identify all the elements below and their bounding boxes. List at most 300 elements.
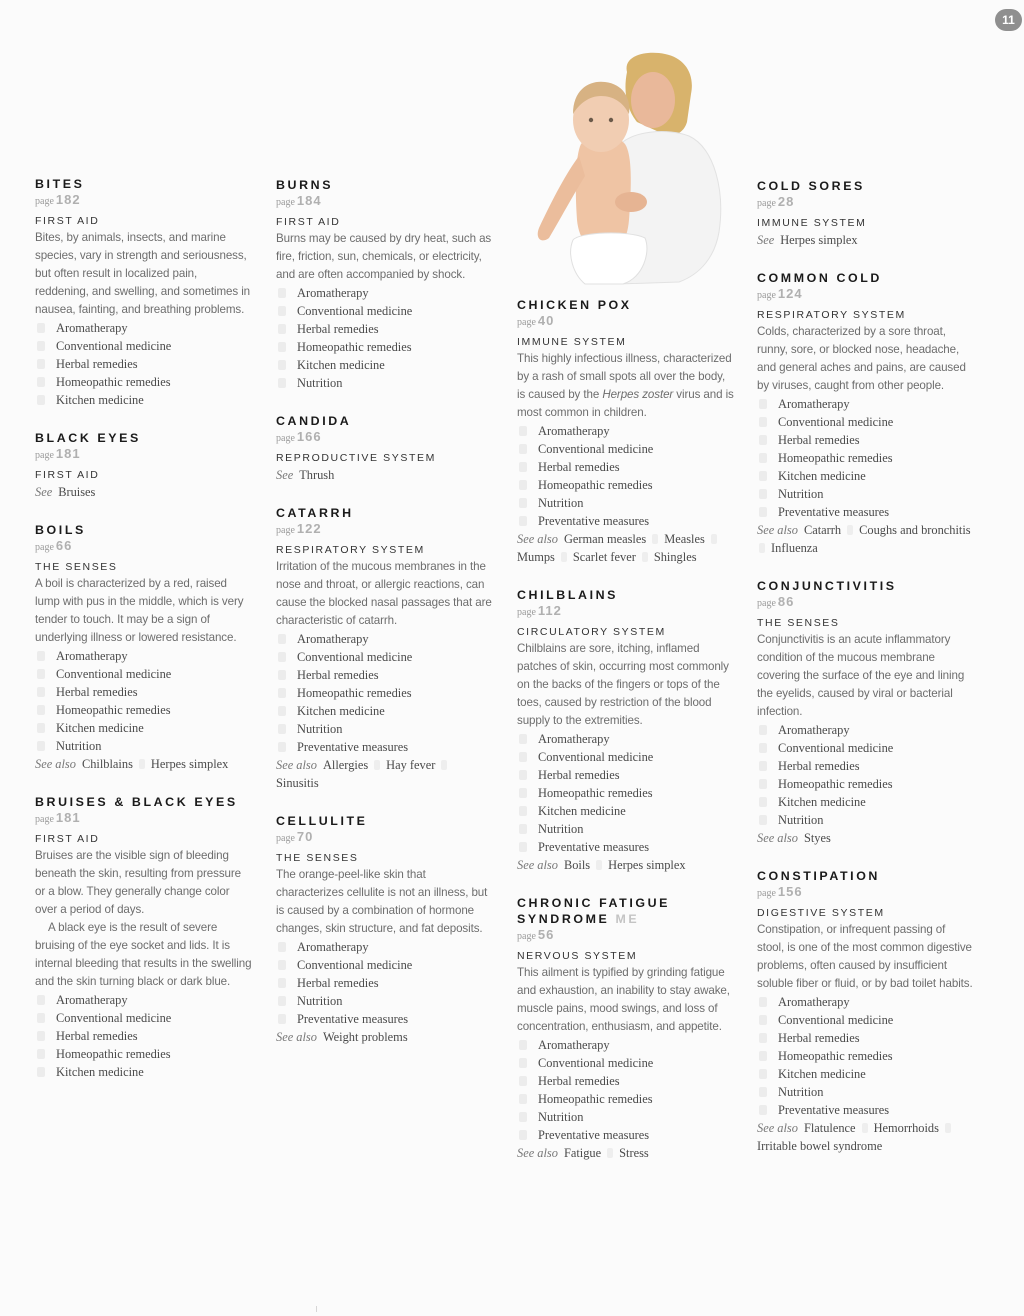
remedy-icon [519, 1112, 527, 1122]
entry-title-text: CANDIDA [276, 414, 352, 428]
page-reference [35, 192, 253, 210]
description-paragraph: The orange-peel-like skin that characterizes cellulite is not an illness, but is caused by a combination of hormone changes, skin structure, and fat deposits. [276, 868, 488, 935]
remedy-label: Kitchen medicine [538, 804, 626, 818]
see-label: See [35, 485, 53, 499]
remedy-item-preventative-measures[interactable] [517, 512, 735, 530]
remedy-icon [519, 1094, 527, 1104]
page-label: page [276, 197, 295, 208]
page-label: page [276, 525, 295, 536]
page-number[interactable]: 181 [55, 810, 81, 825]
remedy-label: Herbal remedies [538, 768, 620, 782]
remedy-item-homeopathic-remedies[interactable] [517, 784, 735, 802]
remedy-item-preventative-measures[interactable] [276, 738, 494, 756]
body-system-category: THE SENSES [757, 617, 840, 629]
remedy-item-conventional-medicine[interactable] [35, 337, 253, 355]
remedy-label: Nutrition [297, 376, 343, 390]
cross-reference-link[interactable]: Sinusitis [276, 776, 319, 790]
page-label: page [35, 196, 54, 207]
remedy-label: Aromatherapy [297, 940, 369, 954]
page-reference [757, 194, 975, 212]
page-label: page [276, 433, 295, 444]
cross-reference-link[interactable]: Hemorrhoids [873, 1121, 939, 1135]
cross-reference-link[interactable]: Chilblains [81, 757, 133, 771]
remedy-icon [759, 417, 767, 427]
description-paragraph: Conjunctivitis is an acute inflammatory condition of the mucous membrane covering the surface of the eye and lining the eyelids, caused by viral or bacterial infection. [757, 633, 965, 718]
description [276, 866, 494, 938]
page-number[interactable]: 122 [296, 521, 322, 536]
remedy-label: Kitchen medicine [297, 704, 385, 718]
remedy-icon [519, 734, 527, 744]
page-number[interactable]: 40 [537, 313, 555, 328]
remedy-list [276, 284, 494, 392]
remedy-icon [278, 342, 286, 352]
remedy-icon [37, 705, 45, 715]
remedy-item-nutrition[interactable] [517, 494, 735, 512]
cross-reference-link[interactable]: German measles [563, 532, 647, 546]
remedy-item-homeopathic-remedies[interactable] [757, 449, 975, 467]
entry-title [35, 522, 253, 538]
remedy-item-homeopathic-remedies[interactable] [35, 373, 253, 391]
remedy-icon [278, 960, 286, 970]
remedy-item-kitchen-medicine[interactable] [35, 719, 253, 737]
entry-title-text: BOILS [35, 523, 86, 537]
remedy-icon [519, 1040, 527, 1050]
remedy-icon [759, 1051, 767, 1061]
remedy-item-preventative-measures[interactable] [276, 1010, 494, 1028]
remedy-list [35, 319, 253, 409]
remedy-item-aromatherapy[interactable] [276, 938, 494, 956]
remedy-item-herbal-remedies[interactable] [35, 683, 253, 701]
page-label: page [35, 542, 54, 553]
remedy-label: Kitchen medicine [778, 1067, 866, 1081]
remedy-item-nutrition[interactable] [757, 811, 975, 829]
cross-reference-link[interactable]: Boils [563, 858, 591, 872]
page-number[interactable]: 86 [777, 594, 795, 609]
remedy-item-conventional-medicine[interactable] [276, 648, 494, 666]
remedy-label: Aromatherapy [778, 397, 850, 411]
page-number[interactable]: 181 [55, 446, 81, 461]
remedy-item-nutrition[interactable] [517, 1108, 735, 1126]
remedy-label: Aromatherapy [56, 649, 128, 663]
remedy-item-nutrition[interactable] [517, 820, 735, 838]
cross-reference [757, 1119, 975, 1155]
remedy-list [517, 1036, 735, 1144]
page-number-badge: 11 [995, 9, 1022, 31]
remedy-label: Aromatherapy [538, 424, 610, 438]
remedy-icon [519, 498, 527, 508]
cross-reference-link[interactable]: Mumps [517, 550, 555, 564]
see-label: See also [517, 1146, 558, 1160]
description [517, 350, 735, 422]
remedy-label: Aromatherapy [56, 993, 128, 1007]
column-1 [35, 176, 253, 1102]
remedy-item-herbal-remedies[interactable] [517, 1072, 735, 1090]
remedy-icon [278, 324, 286, 334]
remedy-item-herbal-remedies[interactable] [757, 757, 975, 775]
remedy-item-preventative-measures[interactable] [517, 838, 735, 856]
entry-title-text: CONJUNCTIVITIS [757, 579, 897, 593]
remedy-icon [519, 788, 527, 798]
cross-reference-link[interactable]: Catarrh [803, 523, 842, 537]
remedy-item-aromatherapy[interactable] [517, 730, 735, 748]
cross-reference-link[interactable]: Influenza [771, 541, 818, 555]
remedy-icon [278, 942, 286, 952]
remedy-icon [37, 323, 45, 333]
page-number[interactable]: 66 [55, 538, 73, 553]
cross-reference-link[interactable]: Measles [664, 532, 705, 546]
remedy-item-kitchen-medicine[interactable] [35, 391, 253, 409]
remedy-icon [759, 797, 767, 807]
page-number[interactable]: 156 [777, 884, 803, 899]
remedy-icon [37, 1013, 45, 1023]
remedy-item-herbal-remedies[interactable] [757, 1029, 975, 1047]
remedy-item-conventional-medicine[interactable] [35, 1009, 253, 1027]
column-4 [757, 178, 975, 1176]
page-label: page [35, 450, 54, 461]
body-system-category: CIRCULATORY SYSTEM [517, 626, 666, 638]
remedy-item-homeopathic-remedies[interactable] [757, 775, 975, 793]
cross-reference-link[interactable]: Thrush [299, 468, 335, 482]
body-system-category: FIRST AID [35, 215, 100, 227]
remedy-label: Preventative measures [538, 840, 650, 854]
remedy-label: Aromatherapy [56, 321, 128, 335]
description-paragraph: This ailment is typified by grinding fatigue and exhaustion, an inability to stay awake, muscle pains, mood swings, and loss of concentration, enthusiasm, and appetite. [517, 966, 730, 1033]
description [517, 964, 735, 1036]
remedy-item-kitchen-medicine[interactable] [276, 356, 494, 374]
remedy-item-homeopathic-remedies[interactable] [757, 1047, 975, 1065]
remedy-label: Aromatherapy [297, 286, 369, 300]
remedy-item-herbal-remedies[interactable] [757, 431, 975, 449]
remedy-item-homeopathic-remedies[interactable] [276, 338, 494, 356]
remedy-icon [759, 997, 767, 1007]
remedy-icon [519, 426, 527, 436]
remedy-item-aromatherapy[interactable] [757, 395, 975, 413]
body-system-category: IMMUNE SYSTEM [757, 217, 867, 229]
page-number[interactable]: 56 [537, 927, 555, 942]
entry-conjunctivitis [757, 578, 975, 847]
remedy-item-kitchen-medicine[interactable] [276, 702, 494, 720]
description-paragraph: Burns may be caused by dry heat, such as fire, friction, sun, chemicals, or electricity, and are often accompanied by shock. [276, 232, 492, 281]
reference-separator-icon [139, 759, 145, 769]
remedy-label: Homeopathic remedies [778, 1049, 893, 1063]
cross-reference-link[interactable]: Herpes simplex [608, 858, 686, 872]
remedy-label: Nutrition [297, 994, 343, 1008]
remedy-label: Conventional medicine [538, 750, 654, 764]
remedy-item-homeopathic-remedies[interactable] [35, 701, 253, 719]
entry-title [276, 813, 494, 829]
remedy-item-conventional-medicine[interactable] [517, 440, 735, 458]
reference-separator-icon [847, 525, 853, 535]
page-number[interactable]: 112 [537, 603, 562, 618]
remedy-list [757, 993, 975, 1119]
page-label: page [517, 317, 536, 328]
cross-reference [35, 755, 253, 773]
see-label: See [276, 468, 294, 482]
remedy-icon [759, 1033, 767, 1043]
remedy-item-nutrition[interactable] [276, 720, 494, 738]
description [276, 558, 494, 630]
remedy-label: Conventional medicine [538, 1056, 654, 1070]
reference-separator-icon [596, 860, 602, 870]
remedy-label: Aromatherapy [538, 1038, 610, 1052]
remedy-item-herbal-remedies[interactable] [276, 974, 494, 992]
page-label: page [757, 290, 776, 301]
remedy-icon [519, 806, 527, 816]
remedy-icon [278, 724, 286, 734]
page-number[interactable]: 70 [296, 829, 314, 844]
entry-black-eyes [35, 430, 253, 501]
remedy-icon [759, 815, 767, 825]
remedy-list [35, 647, 253, 755]
see-label: See also [276, 758, 317, 772]
remedy-item-conventional-medicine[interactable] [35, 665, 253, 683]
remedy-icon [37, 723, 45, 733]
cross-reference-link[interactable]: Weight problems [322, 1030, 408, 1044]
page-label: page [757, 598, 776, 609]
description-paragraph: Irritation of the mucous membranes in the nose and throat, or allergic reactions, can cause the blocked nasal passages that are characteristic of catarrh. [276, 560, 492, 627]
remedy-icon [278, 670, 286, 680]
remedy-icon [519, 462, 527, 472]
cross-reference-link[interactable]: Herpes simplex [780, 233, 858, 247]
entry-title [276, 505, 494, 521]
remedy-label: Conventional medicine [538, 442, 654, 456]
column-2 [276, 177, 494, 1067]
entry-title [35, 794, 253, 810]
remedy-icon [278, 288, 286, 298]
remedy-item-conventional-medicine[interactable] [276, 956, 494, 974]
remedy-label: Preventative measures [778, 505, 890, 519]
remedy-label: Conventional medicine [297, 650, 413, 664]
entry-common-cold [757, 270, 975, 557]
entry-title-text: CHRONIC FATIGUE SYNDROME [517, 896, 671, 926]
remedy-item-kitchen-medicine[interactable] [35, 1063, 253, 1081]
reference-separator-icon [561, 552, 567, 562]
page-reference [35, 538, 253, 556]
cross-reference-link[interactable]: Allergies [322, 758, 369, 772]
remedy-item-aromatherapy[interactable] [35, 647, 253, 665]
page-reference [517, 313, 735, 331]
description-text: This highly infectious illness, characterized by a rash of small spots all over the body, is caused by the [517, 352, 732, 401]
page-label: page [276, 833, 295, 844]
remedy-icon [37, 687, 45, 697]
entry-chronic-fatigue-syndrome [517, 895, 735, 1162]
remedy-label: Homeopathic remedies [538, 1092, 653, 1106]
remedy-icon [519, 516, 527, 526]
reference-separator-icon [945, 1123, 951, 1133]
page-label: page [35, 814, 54, 825]
remedy-label: Aromatherapy [778, 995, 850, 1009]
remedy-icon [37, 1049, 45, 1059]
remedy-label: Preventative measures [297, 1012, 409, 1026]
cross-reference-link[interactable]: Herpes simplex [150, 757, 229, 771]
cross-reference-link[interactable]: Fatigue [563, 1146, 602, 1160]
remedy-label: Nutrition [538, 822, 584, 836]
page-number[interactable]: 28 [777, 194, 795, 209]
remedy-list [757, 395, 975, 521]
remedy-item-conventional-medicine[interactable] [517, 748, 735, 766]
page-number[interactable]: 166 [296, 429, 322, 444]
remedy-item-herbal-remedies[interactable] [276, 320, 494, 338]
entry-title [276, 177, 494, 193]
remedy-label: Kitchen medicine [56, 393, 144, 407]
remedy-item-nutrition[interactable] [35, 737, 253, 755]
remedy-item-aromatherapy[interactable] [517, 1036, 735, 1054]
page-number[interactable]: 124 [777, 286, 803, 301]
remedy-item-aromatherapy[interactable] [517, 422, 735, 440]
remedy-item-conventional-medicine[interactable] [757, 413, 975, 431]
remedy-icon [278, 996, 286, 1006]
remedy-item-nutrition[interactable] [757, 485, 975, 503]
cross-reference-link[interactable]: Styes [803, 831, 831, 845]
remedy-icon [37, 377, 45, 387]
body-system-category: NERVOUS SYSTEM [517, 950, 638, 962]
entry-chicken-pox [517, 297, 735, 566]
remedy-icon [519, 480, 527, 490]
page-number[interactable]: 182 [55, 192, 81, 207]
entry-title-text: BRUISES & BLACK EYES [35, 795, 238, 809]
remedy-list [276, 938, 494, 1028]
entry-title [757, 178, 975, 194]
cross-reference [517, 530, 735, 566]
remedy-list [276, 630, 494, 756]
page-number[interactable]: 184 [296, 193, 322, 208]
remedy-item-herbal-remedies[interactable] [517, 458, 735, 476]
description [757, 921, 975, 993]
remedy-item-aromatherapy[interactable] [757, 993, 975, 1011]
remedy-label: Conventional medicine [778, 1013, 894, 1027]
remedy-item-kitchen-medicine[interactable] [757, 1065, 975, 1083]
cross-reference-link[interactable]: Scarlet fever [572, 550, 636, 564]
remedy-label: Preventative measures [778, 1103, 890, 1117]
remedy-item-herbal-remedies[interactable] [276, 666, 494, 684]
description [276, 230, 494, 284]
remedy-icon [37, 1031, 45, 1041]
entry-title [517, 587, 735, 603]
remedy-icon [37, 669, 45, 679]
remedy-item-kitchen-medicine[interactable] [757, 793, 975, 811]
remedy-item-nutrition[interactable] [276, 992, 494, 1010]
remedy-item-preventative-measures[interactable] [757, 503, 975, 521]
remedy-icon [759, 453, 767, 463]
cross-reference-link[interactable]: Shingles [653, 550, 697, 564]
remedy-label: Kitchen medicine [297, 358, 385, 372]
remedy-item-homeopathic-remedies[interactable] [276, 684, 494, 702]
page-reference [517, 927, 735, 945]
description [35, 847, 253, 991]
reference-separator-icon [642, 552, 648, 562]
remedy-icon [759, 471, 767, 481]
entry-title-text: CONSTIPATION [757, 869, 880, 883]
remedy-label: Conventional medicine [778, 415, 894, 429]
remedy-item-kitchen-medicine[interactable] [517, 802, 735, 820]
remedy-label: Nutrition [538, 1110, 584, 1124]
remedy-icon [759, 507, 767, 517]
remedy-list [517, 730, 735, 856]
remedy-item-nutrition[interactable] [757, 1083, 975, 1101]
cross-reference-link[interactable]: Flatulence [803, 1121, 856, 1135]
body-system-category: RESPIRATORY SYSTEM [276, 544, 425, 556]
remedy-item-herbal-remedies[interactable] [35, 1027, 253, 1045]
remedy-item-herbal-remedies[interactable] [517, 766, 735, 784]
remedy-icon [37, 341, 45, 351]
cross-reference [35, 483, 253, 501]
reference-separator-icon [759, 543, 765, 553]
remedy-item-conventional-medicine[interactable] [276, 302, 494, 320]
entry-candida [276, 413, 494, 484]
reference-separator-icon [607, 1148, 613, 1158]
remedy-item-nutrition[interactable] [276, 374, 494, 392]
remedy-label: Homeopathic remedies [778, 777, 893, 791]
description [757, 323, 975, 395]
remedy-icon [519, 770, 527, 780]
remedy-icon [759, 743, 767, 753]
cross-reference-link[interactable]: Stress [619, 1146, 649, 1160]
page-label: page [757, 198, 776, 209]
remedy-label: Conventional medicine [56, 1011, 172, 1025]
reference-separator-icon [374, 760, 380, 770]
remedy-icon [519, 752, 527, 762]
description-italic: Herpes zoster [602, 388, 674, 401]
page-reference [757, 594, 975, 612]
entry-cold-sores [757, 178, 975, 249]
page-label: page [517, 931, 536, 942]
entry-cellulite [276, 813, 494, 1046]
remedy-label: Nutrition [778, 1085, 824, 1099]
reference-separator-icon [862, 1123, 868, 1133]
remedy-icon [759, 1069, 767, 1079]
description-paragraph: Bites, by animals, insects, and marine species, vary in strength and seriousness, but often result in localized pain, reddening, and swelling, and sometimes in nausea, fainting, and breathing problems. [35, 231, 251, 316]
remedy-item-aromatherapy[interactable] [35, 319, 253, 337]
remedy-label: Herbal remedies [778, 759, 860, 773]
cross-reference [757, 231, 975, 249]
remedy-item-conventional-medicine[interactable] [517, 1054, 735, 1072]
remedy-item-preventative-measures[interactable] [757, 1101, 975, 1119]
remedy-label: Kitchen medicine [778, 469, 866, 483]
cross-reference-link[interactable]: Irritable bowel syndrome [757, 1139, 883, 1153]
cross-reference-link[interactable]: Bruises [58, 485, 96, 499]
remedy-icon [278, 378, 286, 388]
entry-title [517, 297, 735, 313]
page-label: page [757, 888, 776, 899]
description [35, 575, 253, 647]
reference-separator-icon [441, 760, 447, 770]
remedy-item-aromatherapy[interactable] [757, 721, 975, 739]
entry-chilblains [517, 587, 735, 874]
remedy-icon [759, 779, 767, 789]
remedy-label: Homeopathic remedies [297, 686, 412, 700]
remedy-item-homeopathic-remedies[interactable] [35, 1045, 253, 1063]
description [757, 631, 975, 721]
cross-reference-link[interactable]: Hay fever [386, 758, 436, 772]
cross-reference-link[interactable]: Coughs and bronchitis [859, 523, 971, 537]
remedy-item-aromatherapy[interactable] [276, 630, 494, 648]
remedy-icon [278, 306, 286, 316]
remedy-item-homeopathic-remedies[interactable] [517, 476, 735, 494]
remedy-item-conventional-medicine[interactable] [757, 739, 975, 757]
remedy-icon [759, 725, 767, 735]
remedy-item-aromatherapy[interactable] [35, 991, 253, 1009]
remedy-icon [519, 824, 527, 834]
cross-reference [517, 856, 735, 874]
remedy-item-homeopathic-remedies[interactable] [517, 1090, 735, 1108]
remedy-item-conventional-medicine[interactable] [757, 1011, 975, 1029]
remedy-icon [759, 399, 767, 409]
remedy-item-preventative-measures[interactable] [517, 1126, 735, 1144]
entry-burns [276, 177, 494, 392]
remedy-item-aromatherapy[interactable] [276, 284, 494, 302]
remedy-item-kitchen-medicine[interactable] [757, 467, 975, 485]
remedy-item-herbal-remedies[interactable] [35, 355, 253, 373]
